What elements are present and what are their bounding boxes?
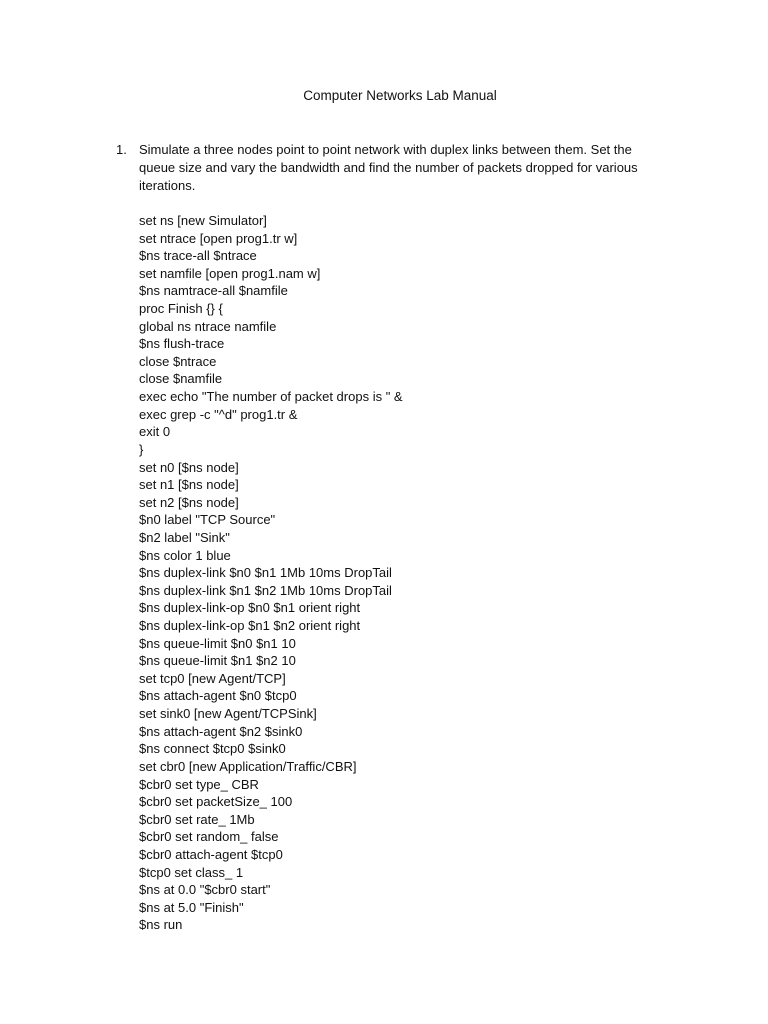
question-text: Simulate a three nodes point to point network with duplex links between them. Set the queue size and vary the bandwidth and find the number of packets dropped for various iterations. (139, 142, 638, 193)
code-line: set n0 [$ns node] (139, 459, 239, 475)
code-line: $ns duplex-link-op $n0 $n1 orient right (139, 600, 361, 616)
code-line: $ns color 1 blue (139, 547, 231, 563)
code-line: $ns queue-limit $n0 $n1 10 (139, 635, 296, 651)
code-line: set n1 [$ns node] (139, 477, 239, 493)
code-line: $ns run (139, 917, 183, 933)
code-line: $ns queue-limit $n1 $n2 10 (139, 653, 296, 669)
code-line: $ns namtrace-all $namfile (139, 283, 288, 299)
code-line: proc Finish {} { (139, 301, 223, 317)
code-line: $ns duplex-link $n0 $n1 1Mb 10ms DropTail (139, 565, 392, 581)
code-line: global ns ntrace namfile (139, 318, 277, 334)
code-line: $cbr0 set random_ false (139, 829, 279, 845)
code-line: $ns attach-agent $n2 $sink0 (139, 723, 303, 739)
code-line: exit 0 (139, 424, 171, 440)
code-line: $n2 label "Sink" (139, 529, 230, 545)
code-line: $cbr0 attach-agent $tcp0 (139, 846, 283, 862)
code-line: close $ntrace (139, 353, 217, 369)
code-line: close $namfile (139, 371, 223, 387)
code-line: $ns trace-all $ntrace (139, 248, 257, 264)
code-line: set ns [new Simulator] (139, 213, 267, 228)
code-line: set namfile [open prog1.nam w] (139, 265, 321, 281)
code-line: set ntrace [open prog1.tr w] (139, 230, 298, 246)
code-line: set cbr0 [new Application/Traffic/CBR] (139, 758, 357, 774)
code-line: set sink0 [new Agent/TCPSink] (139, 706, 317, 722)
question-item (116, 141, 656, 195)
code-line: $cbr0 set type_ CBR (139, 776, 259, 792)
code-line: $ns duplex-link $n1 $n2 1Mb 10ms DropTail (139, 582, 392, 598)
code-line: $ns flush-trace (139, 336, 225, 352)
code-line: $ns attach-agent $n0 $tcp0 (139, 688, 297, 704)
code-line: set tcp0 [new Agent/TCP] (139, 670, 286, 686)
code-line: $cbr0 set rate_ 1Mb (139, 811, 255, 827)
code-line: set n2 [$ns node] (139, 494, 239, 510)
code-line: $n0 label "TCP Source" (139, 512, 276, 528)
code-line: $ns at 5.0 "Finish" (139, 899, 244, 915)
question-number: 1. (116, 142, 127, 157)
code-line: $ns duplex-link-op $n1 $n2 orient right (139, 618, 361, 634)
code-line: exec grep -c "^d" prog1.tr & (139, 406, 298, 422)
code-line: $ns connect $tcp0 $sink0 (139, 741, 286, 757)
code-line: exec echo "The number of packet drops is " & (139, 389, 403, 405)
document-title: Computer Networks Lab Manual (303, 88, 497, 103)
code-line: $tcp0 set class_ 1 (139, 864, 244, 880)
code-listing (139, 212, 659, 934)
code-line: $cbr0 set packetSize_ 100 (139, 794, 293, 810)
code-line: $ns at 0.0 "$cbr0 start" (139, 882, 271, 898)
code-line: } (139, 441, 144, 457)
